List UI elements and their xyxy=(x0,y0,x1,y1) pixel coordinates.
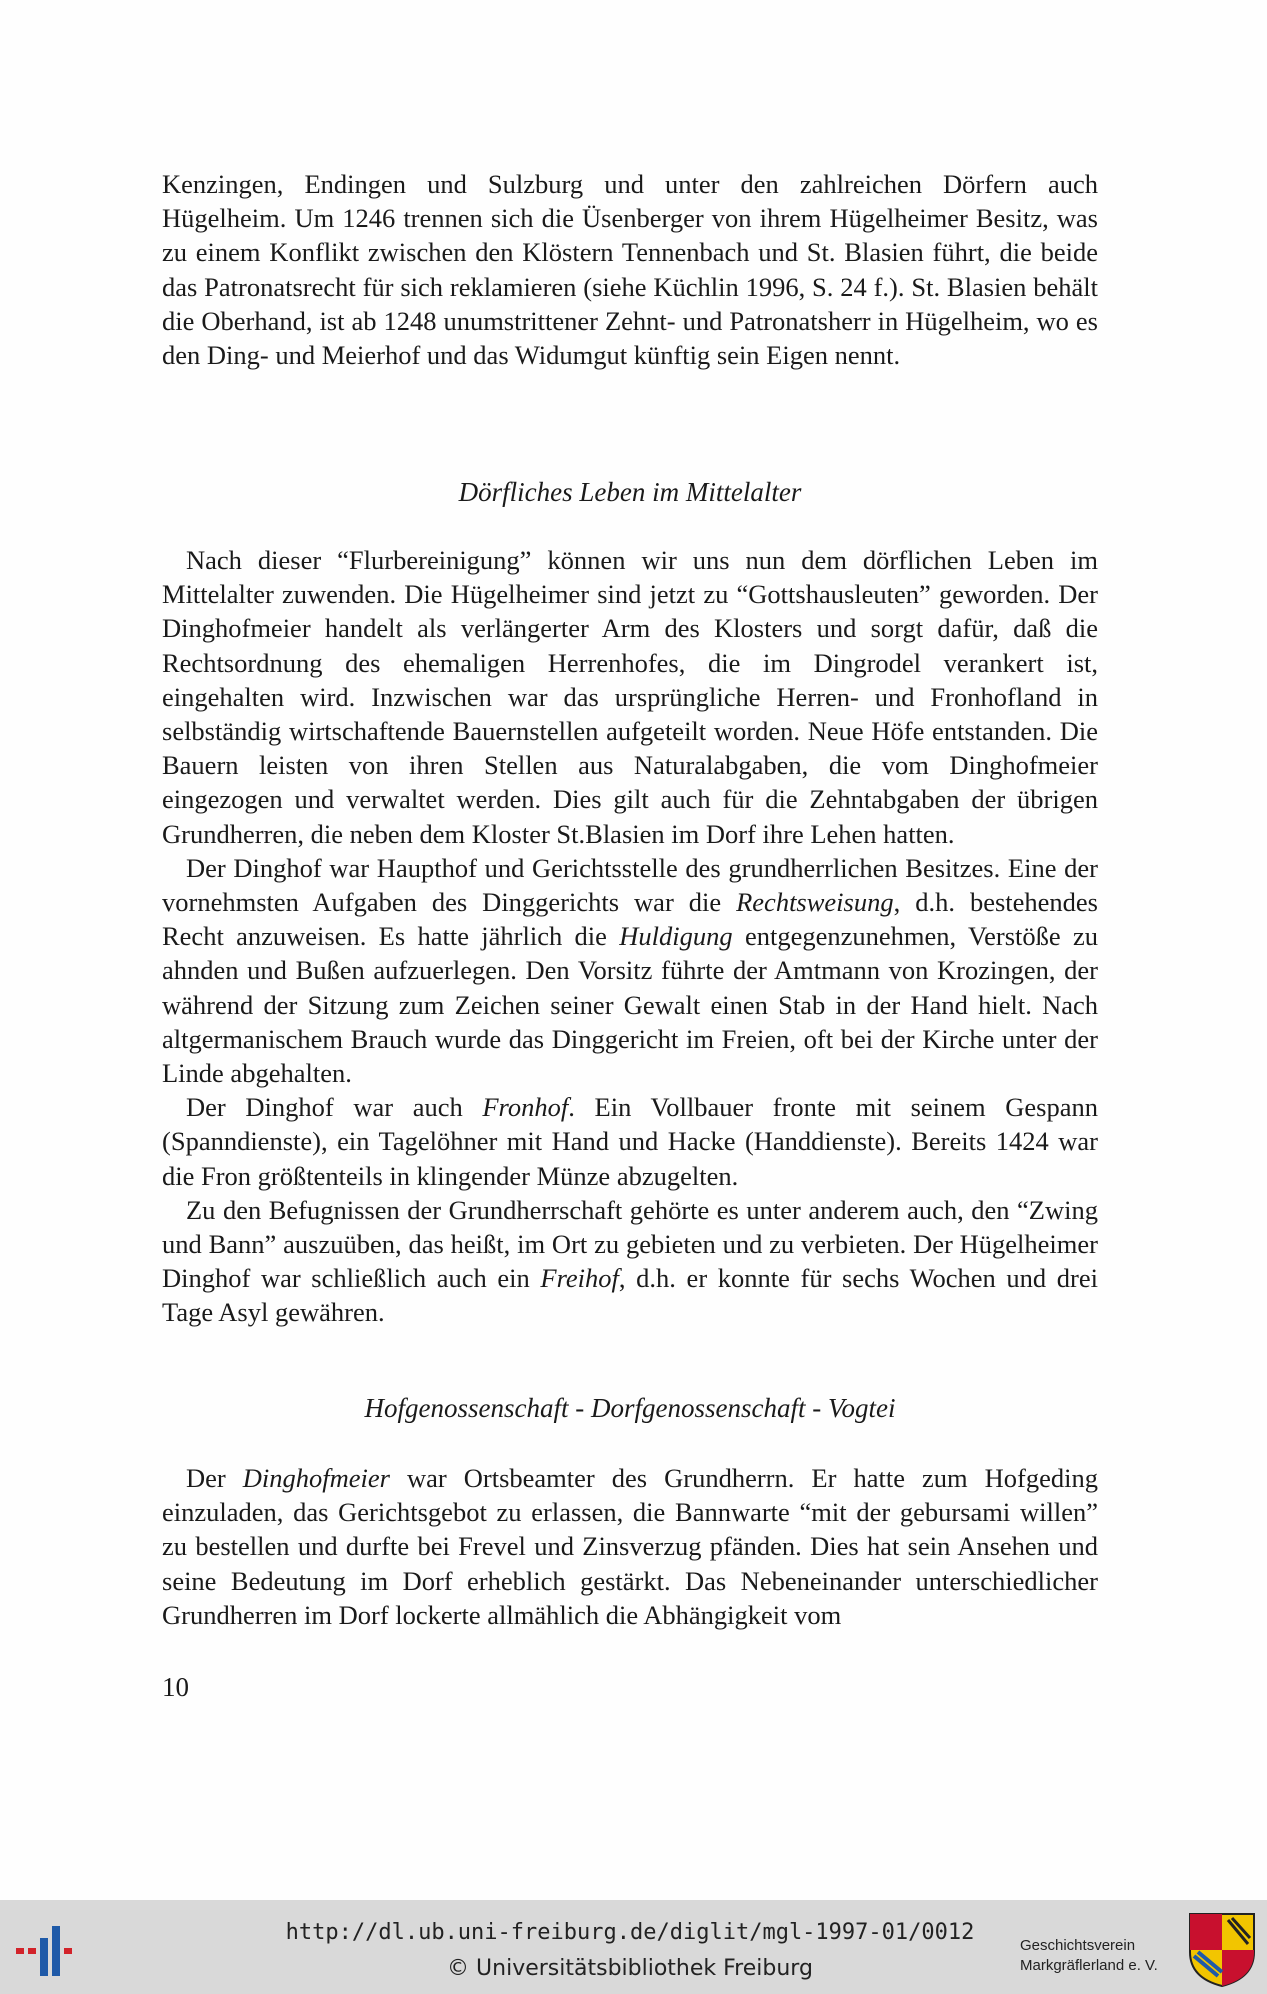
document-url-link[interactable]: http://dl.ub.uni-freiburg.de/diglit/mgl-1997-01/0012 xyxy=(285,1920,975,1945)
paragraph: Der Dinghof war auch Fronhof. Ein Vollbauer fronte mit seinem Gespann (Spanndienste), ein Tagelöhner mit Hand und Hacke (Handdienste). Bereits 1424 war die Fron größtenteils in klingender Münze abzugelten. xyxy=(162,1092,1099,1191)
paragraph: Zu den Befugnissen der Grundherrschaft gehörte es unter anderem auch, den “Zwing und Bann” auszuüben, das heißt, im Ort zu gebieten und zu verbieten. Der Hügelheimer Dinghof war schließlich auch ein Freihof, d.h. er konnte für sechs Wochen und drei Tage Asyl gewähren. xyxy=(162,1194,1098,1328)
emphasis: Rechtsweisung xyxy=(736,887,894,918)
page-number: 10 xyxy=(162,1672,189,1702)
emphasis: Huldigung xyxy=(619,921,733,952)
paragraph: Der Dinghofmeier war Ortsbeamter des Grundherrn. Er hatte zum Hofgeding einzuladen, das Gerichtsgebot zu erlassen, die Bannwarte “mit der gebursami willen” zu bestellen und durfte bei Frevel und Zinsverzug pfänden. Dies hat sein Ansehen und seine Bedeutung im Dorf erheblich gestärkt. Das Nebeneinander unterschiedlicher Grundherren im Dorf lockerte allmählich die Abhängigkeit vom xyxy=(162,1463,1098,1630)
paragraph: Der Dinghof war Haupthof und Gerichtsstelle des grundherrlichen Besitzes. Eine der vornehmsten Aufgaben des Dinggerichts war die Rechtsweisung, d.h. bestehendes Recht anzuweisen. Es hatte jährlich die Huldigung entgegenzunehmen, Verstöße zu ahnden und Bußen aufzuerlegen. Den Vorsitz führte der Amtmann von Krozingen, der während der Sitzung zum Zeichen seiner Gewalt einen Stab in der Hand hielt. Nach altgermanischem Brauch wurde das Dinggericht im Freien, oft bei der Kirche unter der Linde abgehalten. xyxy=(162,852,1098,1089)
coat-of-arms-icon xyxy=(1188,1912,1256,1988)
emphasis: Fronhof xyxy=(482,1092,569,1123)
footer-bar xyxy=(0,1900,1267,1994)
library-logo-icon xyxy=(16,1922,78,1978)
section-heading-hofgenossenschaft: Hofgenossenschaft - Dorfgenossenschaft - Vogtei xyxy=(364,1393,896,1423)
text-block-dorfliches-leben xyxy=(162,543,1098,1330)
emphasis: Freihof xyxy=(540,1263,619,1294)
paragraph: Kenzingen, Endingen und Sulzburg und unter den zahlreichen Dörfern auch Hügelheim. Um 1246 trennen sich die Üsenberger von ihrem Hügelheimer Besitz, was zu einem Konflikt zwischen den Klöstern Tennenbach und St. Blasien führt, die beide das Patronatsrecht für sich reklamieren (siehe Küchlin 1996, S. 24 f.). St. Blasien behält die Oberhand, ist ab 1248 unumstrittener Zehnt- und Patronatsherr in Hügelheim, wo es den Ding- und Meierhof und das Widumgut künftig sein Eigen nennt. xyxy=(162,169,1098,371)
emphasis: Dinghofmeier xyxy=(242,1463,390,1493)
text-block-hofgenossenschaft xyxy=(162,1461,1098,1632)
paragraph: Nach dieser “Flurbereinigung” können wir uns nun dem dörflichen Leben im Mittelalter zuwenden. Die Hügelheimer sind jetzt zu “Gottshausleuten” geworden. Der Dinghofmeier handelt als verlängerter Arm des Klosters und sorgt dafür, daß die Rechtsordnung des ehemaligen Herrenhofes, die im Dingrodel verankert ist, eingehalten wird. Inzwischen war das ursprüngliche Herren- und Fronhofland in selbständig wirtschaftende Bauernstellen aufgeteilt worden. Neue Höfe entstanden. Die Bauern leisten von ihren Stellen aus Naturalabgaben, die vom Dinghofmeier eingezogen und verwaltet werden. Dies gilt auch für die Zehntabgaben der übrigen Grundherren, die neben dem Kloster St.Blasien im Dorf ihre Lehen hatten. xyxy=(162,545,1098,849)
copyright-notice: © Universitätsbibliothek Freiburg xyxy=(447,1956,813,1981)
text-block-intro xyxy=(162,167,1098,372)
publisher-name: Geschichtsverein Markgräflerland e. V. xyxy=(1020,1937,1158,1974)
section-heading-dorfliches-leben: Dörfliches Leben im Mittelalter xyxy=(458,477,802,507)
